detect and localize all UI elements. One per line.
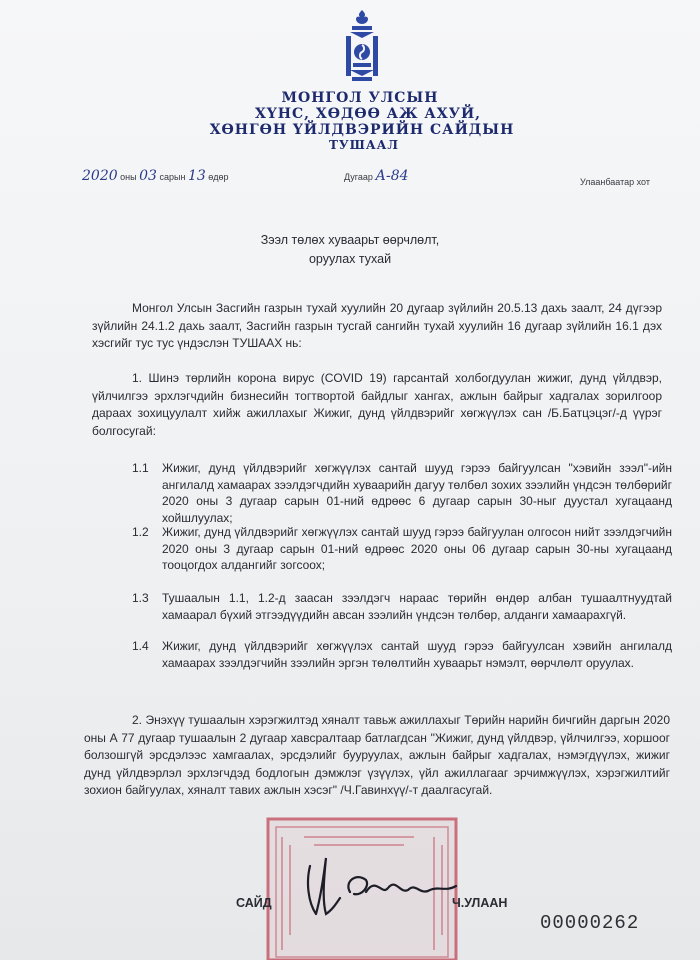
order-number: А-84 xyxy=(375,168,409,184)
soyombo-emblem-icon xyxy=(342,8,382,82)
date-day: 13 xyxy=(187,168,206,184)
document-subject xyxy=(0,231,700,269)
date-day-suffix: өдөр xyxy=(208,172,229,182)
org-line-2: ХҮНС, ХӨДӨӨ АЖ АХУЙ, xyxy=(254,106,482,122)
org-line-1: МОНГОЛ УЛСЫН xyxy=(281,90,439,106)
subject-line-1: Зээл төлөх хуваарьт өөрчлөлт, xyxy=(260,233,440,247)
item-text: Жижиг, дунд үйлдвэрийг хөгжүүлэх сантай шууд гэрээ байгуулсан "хэвийн зээл"-ийн ангилалд хамаарах зээлдэгчдийн хуваарийн дагуу төлбөл зохих зээлийн үндсэн төлбөрийг 2020 оны 3 дугаар сарын 01-ний өдрөөс 6 дугаар сарын 30-ныг дуустал хугацаанд хойшлуулах; xyxy=(162,461,672,525)
paragraph-1: 1. Шинэ төрлийн корона вирус (COVID 19) гарсантай холбогдуулан жижиг, дунд үйлдвэр, үйлчилгээ эрхлэгчдийн бизнесийн тогтвортой байдлыг хангах, ажлын байрыг хадгалах зорилгоор дараах зохицуулалт хийж ажиллахыг Жижиг, дунд үйлдвэрийг хөгжүүлэх сан /Б.Батцэцэг/-д үүрэг болгосугай: xyxy=(92,371,662,438)
org-line-3: ХӨНГӨН ҮЙЛДВЭРИЙН САЙДЫН xyxy=(209,122,515,138)
item-number: 1.3 xyxy=(132,591,149,605)
date-line xyxy=(82,168,229,184)
list-item xyxy=(132,590,672,623)
city-label: Улаанбаатар хот xyxy=(580,177,650,187)
item-number: 1.2 xyxy=(132,525,149,539)
order-number-line xyxy=(344,168,409,184)
item-text: Жижиг, дунд үйлдвэрийг хөгжүүлэх сантай шууд гэрээ байгуулсан хэвийн ангилалд хамаарах зээлдэгчийн зээлийн эргэн төлөлтийн хуваарьт нэмэлт, өөрчлөлт оруулах. xyxy=(162,639,672,670)
item-number: 1.1 xyxy=(132,461,149,475)
handwritten-signature xyxy=(296,852,466,922)
date-year: 2020 xyxy=(82,168,118,184)
list-item xyxy=(132,638,672,671)
paragraph-2: 2. Энэхүү тушаалын хэрэгжилтэд хяналт тавьж ажиллахыг Төрийн нарийн бичгийн даргын 2020 оны А 77 дугаар тушаалын 2 дугаар хавсралтаар батлагдсан "Жижиг, дунд үйлдвэр, үйлчилгээ, хоршоог болзошгүй эрсдэлээс хамгаалах, эрсдэлийг бууруулах, ажлын байрыг хадгалах, нэмэгдүүлэх, жижиг дунд үйлдвэрлэл эрхлэгчдэд бодлогын дэмжлэг үзүүлэх, үйл ажиллагааг эрчимжүүлэх, хэрэгжилтийг зохион байгуулах, хяналт тавих ажлын хэсэг" /Ч.Гавинхүү/-т даалгасугай. xyxy=(84,713,670,797)
list-item xyxy=(132,460,672,526)
item-number: 1.4 xyxy=(132,639,149,653)
date-month: 03 xyxy=(139,168,157,184)
signatory-name: Ч.УЛААН xyxy=(452,896,508,910)
intro-paragraph: Монгол Улсын Засгийн газрын тухай хуулийн 20 дугаар зүйлийн 20.5.13 дахь заалт, 24 дүгээр зүйлийн 24.1.2 дахь заалт, Засгийн газрын тусгай сангийн тухай хуулийн 16 дугаар зүйлийн 16.1 дэх хэсгийг тус тус үндэслэн ТУШААХ нь: xyxy=(92,301,662,350)
date-year-suffix: оны xyxy=(120,172,137,182)
list-item xyxy=(132,524,672,574)
signatory-title: САЙД xyxy=(236,896,272,910)
document-type: ТУШААЛ xyxy=(328,138,400,152)
subject-line-2: оруулах тухай xyxy=(308,252,392,266)
serial-number: 00000262 xyxy=(540,912,640,934)
number-label: Дугаар xyxy=(344,172,373,182)
item-text: Жижиг, дунд үйлдвэрийг хөгжүүлэх сантай шууд гэрээ байгуулан олгосон нийт зээлдэгчийн 2020 оны 3 дугаар сарын 01-ний өдрөөс 2020 оны 06 дугаар сарын 30-ны хугацаанд тооцогдох алдангийг зогсоох; xyxy=(162,525,672,572)
date-month-suffix: сарын xyxy=(159,172,186,182)
item-text: Тушаалын 1.1, 1.2-д заасан зээлдэгч нараас төрийн өндөр албан тушаалтнуудтай хамаарал бүхий этгээдүүдийн авсан зээлийн үндсэн төлбөр, алданги хамаарахгүй. xyxy=(162,591,672,622)
